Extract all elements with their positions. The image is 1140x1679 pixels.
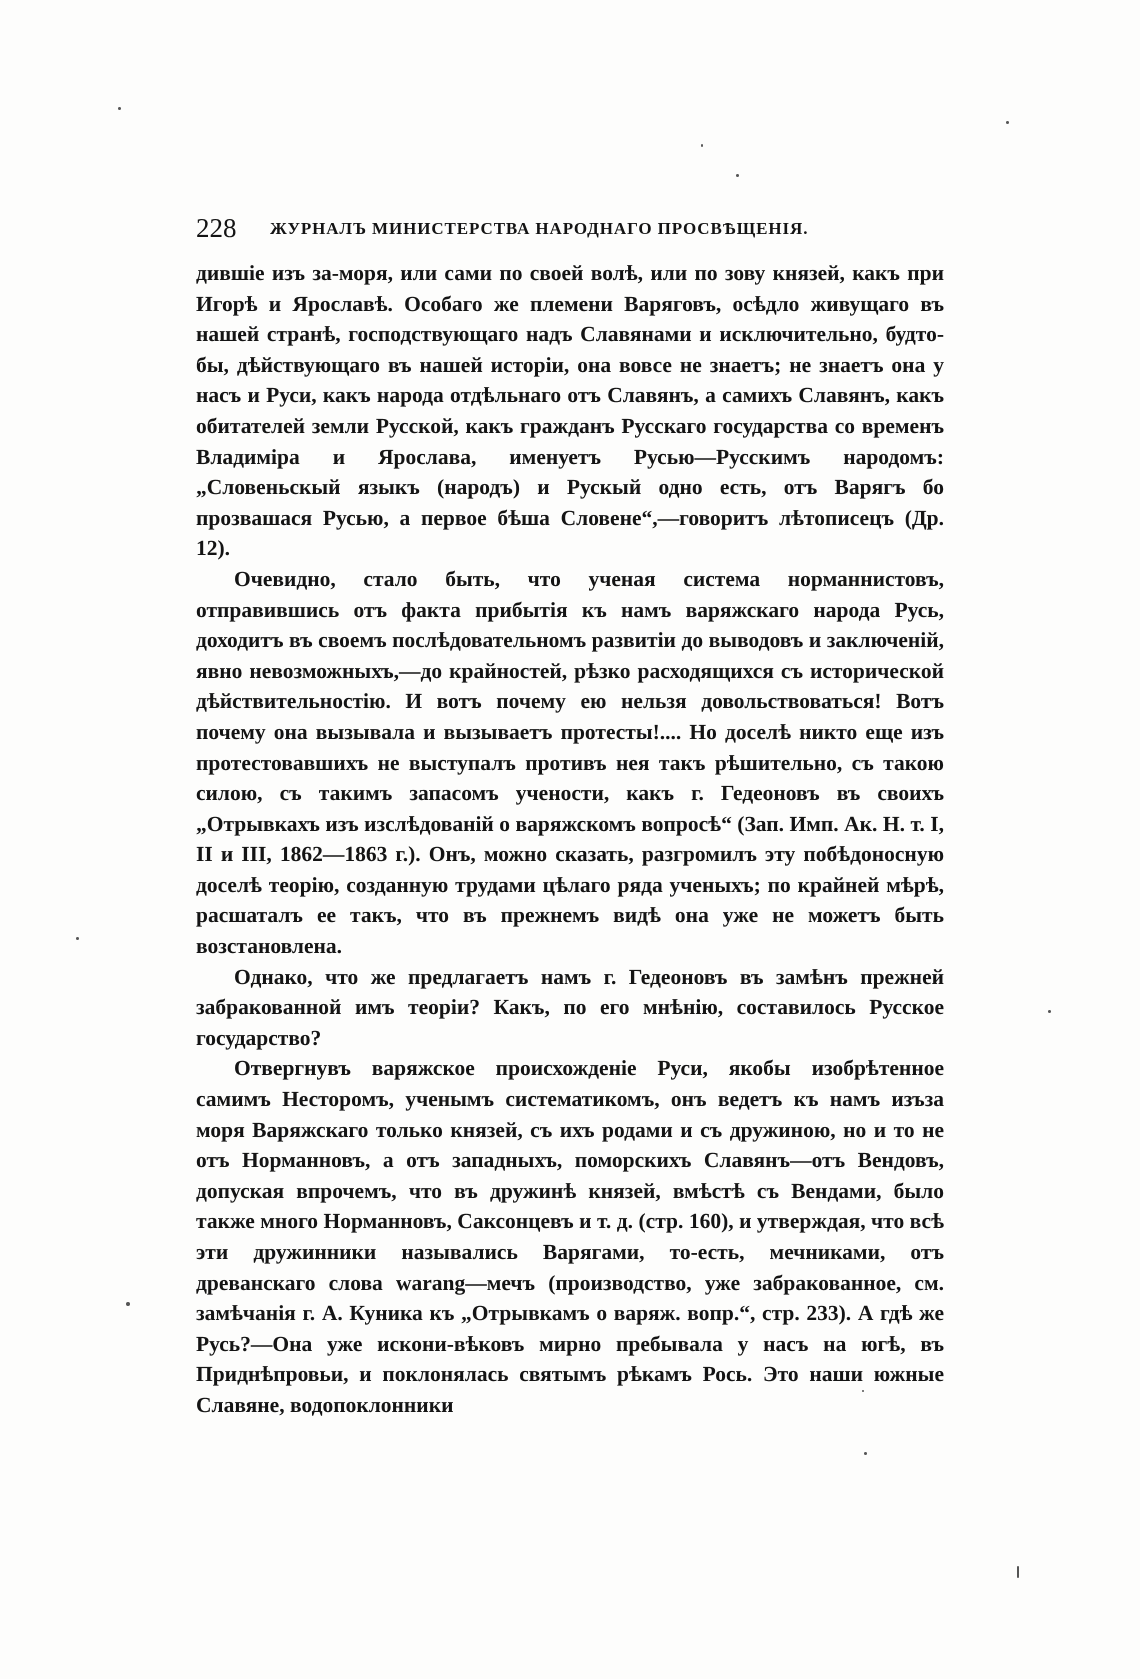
scan-speck [126,1302,130,1306]
scan-speck [118,107,121,110]
paragraph-3: Однако, что же предлагаетъ намъ г. Гедеоновъ въ замѣнъ прежней забракованной имъ теоріи? Какъ, по его мнѣнію, составилось Русское государство? [196,964,944,1050]
scan-speck [736,174,739,177]
scan-speck [701,144,703,147]
paragraph-4: Отвергнувъ варяжское происхожденіе Руси, якобы изобрѣтенное самимъ Несторомъ, ученымъ систематикомъ, онъ ведетъ къ намъ изъза моря Варяжскаго только князей, съ ихъ родами и съ дружиною, но и то не отъ Норманновъ, а отъ западныхъ, поморскихъ Славянъ—отъ Вендовъ, допуская впрочемъ, что въ дружинѣ князей, вмѣстѣ съ Вендами, было также много Норманновъ, Саксонцевъ и т. д. (стр. 160), и утверждая, что всѣ эти дружинники назывались Варягами, то-есть, мечниками, отъ древанскаго слова warang—мечъ (производство, уже забракованное, см. замѣчанія г. А. Куника къ „Отрывкамъ о варяж. вопр.“, стр. 233). А гдѣ же Русь?—Она уже искони-вѣковъ мирно пребывала у насъ на югѣ, въ Приднѣпровьи, и поклонялась святымъ рѣкамъ Рось. Это наши южные Славяне, водопоклонники [196,1056,944,1417]
page-number: 228 [196,213,237,243]
scan-speck [864,1452,867,1455]
scan-speck [862,1390,864,1392]
scan-speck [1048,1010,1051,1013]
scan-speck [1006,121,1009,124]
page-header [196,212,944,244]
paragraph-1: дившіе изъ за-моря, или сами по своей волѣ, или по зову князей, какъ при Игорѣ и Ярославѣ. Особаго же племени Варяговъ, осѣдло живущаго въ нашей странѣ, господствующаго надъ Славянами и исключительно, будто-бы, дѣйствующаго въ нашей исторіи, она вовсе не знаетъ; не знаетъ она у насъ и Руси, какъ народа отдѣльнаго отъ Славянъ, а самихъ Славянъ, какъ обитателей земли Русской, какъ гражданъ Русскаго государства со временъ Владиміра и Ярослава, именуетъ Русью—Русскимъ народомъ: „Словеньскый языкъ (народъ) и Рускый одно есть, отъ Варягъ бо прозвашася Русью, а первое бѣша Словене“,—говоритъ лѣтописецъ (Др. 12). [196,261,944,561]
scan-speck [76,937,79,940]
scan-speck [1017,1566,1019,1578]
paragraph-2: Очевидно, стало быть, что ученая система норманнистовъ, отправившись отъ факта прибытія къ намъ варяжскаго народа Русь, доходитъ въ своемъ послѣдовательномъ развитіи до выводовъ и заключеній, явно невозможныхъ,—до крайностей, рѣзко расходящихся съ исторической дѣйствительностію. И вотъ почему ею нельзя довольствоваться! Вотъ почему она вызывала и вызываетъ протесты!.... Но доселѣ никто еще изъ протестовавшихъ не выступалъ противъ нея такъ рѣшительно, съ такою силою, съ такимъ запасомъ учености, какъ г. Гедеоновъ въ своихъ „Отрывкахъ изъ изслѣдованій о варяжскомъ вопросѣ“ (Зап. Имп. Ак. Н. т. I, II и III, 1862—1863 г.). Онъ, можно сказать, разгромилъ эту побѣдоносную доселѣ теорію, созданную трудами цѣлаго ряда ученыхъ; по крайней мѣрѣ, расшаталъ ее такъ, что въ прежнемъ видѣ она уже не можетъ быть возстановлена. [196,566,944,959]
page-body [196,258,944,1421]
running-head: ЖУРНАЛЪ МИНИСТЕРСТВА НАРОДНАГО ПРОСВѢЩЕНІЯ. [270,219,809,238]
